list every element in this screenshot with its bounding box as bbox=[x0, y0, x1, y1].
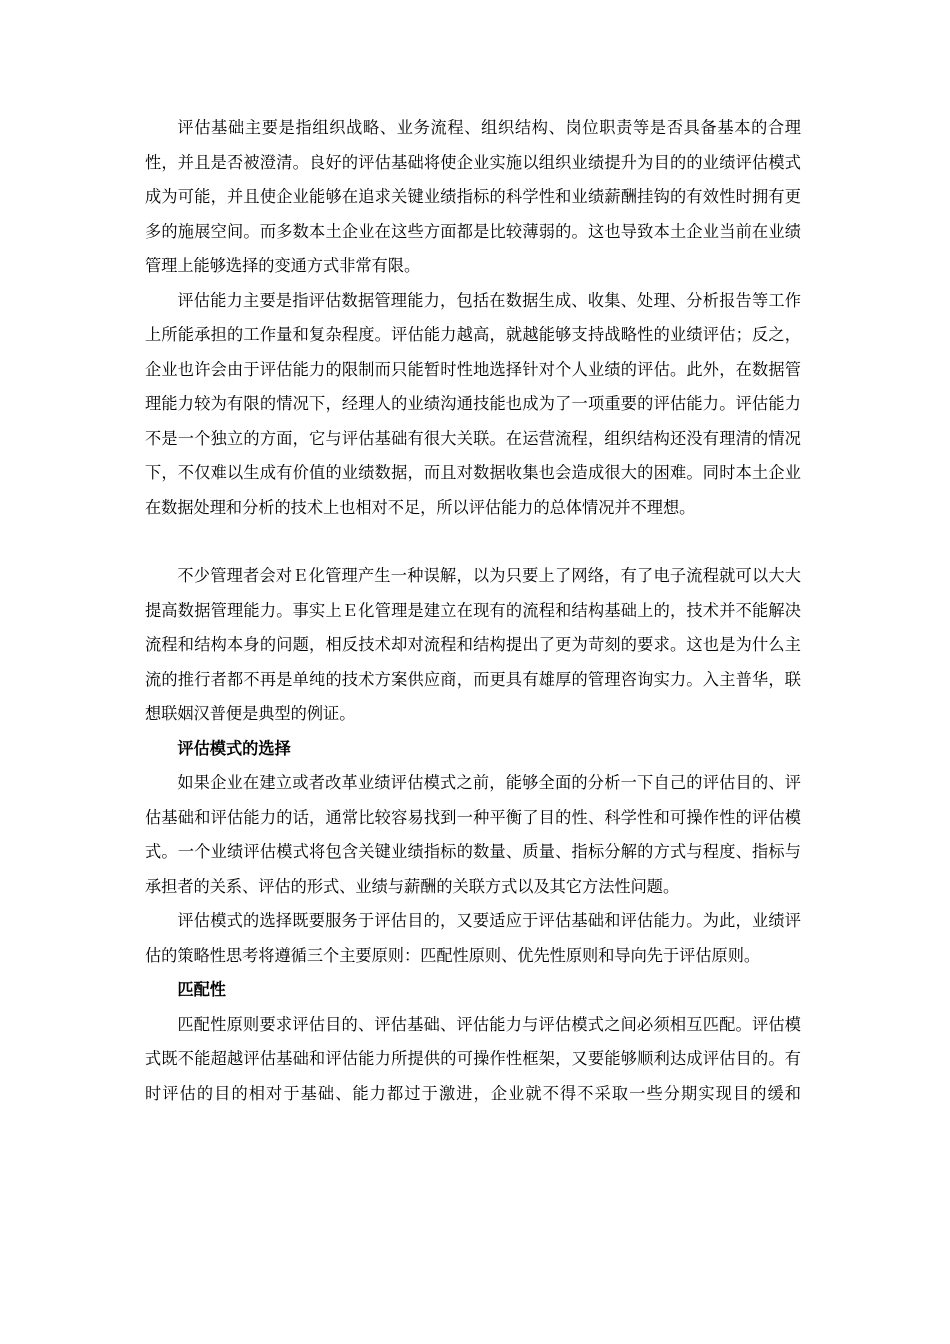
paragraph-evaluation-capability: 评估能力主要是指评估数据管理能力，包括在数据生成、收集、处理、分析报告等工作上所能承担的工作量和复杂程度。评估能力越高，就越能够支持战略性的业绩评估；反之，企业也许会由于评估能力的限制而只能暂时性地选择针对个人业绩的评估。此外，在数据管理能力较为有限的情况下，经理人的业绩沟通技能也成为了一项重要的评估能力。评估能力不是一个独立的方面，它与评估基础有很大关联。在运营流程，组织结构还没有理清的情况下，不仅难以生成有价值的业绩数据，而且对数据收集也会造成很大的困难。同时本土企业在数据处理和分析的技术上也相对不足，所以评估能力的总体情况并不理想。 bbox=[145, 290, 801, 517]
paragraph-model-balance: 如果企业在建立或者改革业绩评估模式之前，能够全面的分析一下自己的评估目的、评估基础和评估能力的话，通常比较容易找到一种平衡了目的性、科学性和可操作性的评估模式。一个业绩评估模式将包含关键业绩指标的数量、质量、指标分解的方式与程度、指标与承担者的关系、评估的形式、业绩与薪酬的关联方式以及其它方法性问题。 bbox=[145, 773, 801, 896]
section-heading-matching: 匹配性 bbox=[177, 980, 226, 999]
section-heading-model-selection: 评估模式的选择 bbox=[177, 738, 291, 758]
paragraph-matching-principle: 匹配性原则要求评估目的、评估基础、评估能力与评估模式之间必须相互匹配。评估模式既不能超越评估基础和评估能力所提供的可操作性框架，又要能够顺利达成评估目的。有时评估的目的相对于基础、能力都过于激进，企业就不得不采取一些分期实现目的缓和 bbox=[145, 1014, 801, 1103]
document-body bbox=[145, 111, 801, 1111]
paragraph-three-principles: 评估模式的选择既要服务于评估目的，又要适应于评估基础和评估能力。为此，业绩评估的策略性思考将遵循三个主要原则：匹配性原则、优先性原则和导向先于评估原则。 bbox=[145, 911, 801, 965]
paragraph-evaluation-basis: 评估基础主要是指组织战略、业务流程、组织结构、岗位职责等是否具备基本的合理性，并且是否被澄清。良好的评估基础将使企业实施以组织业绩提升为目的的业绩评估模式成为可能，并且使企业能够在追求关键业绩指标的科学性和业绩薪酬挂钩的有效性时拥有更多的施展空间。而多数本土企业在这些方面都是比较薄弱的。这也导致本土企业当前在业绩管理上能够选择的变通方式非常有限。 bbox=[145, 118, 801, 275]
paragraph-e-management: 不少管理者会对Ｅ化管理产生一种误解，以为只要上了网络，有了电子流程就可以大大提高数据管理能力。事实上Ｅ化管理是建立在现有的流程和结构基础上的，技术并不能解决流程和结构本身的问题，相反技术却对流程和结构提出了更为苛刻的要求。这也是为什么主流的推行者都不再是单纯的技术方案供应商，而更具有雄厚的管理咨询实力。入主普华，联想联姻汉普便是典型的例证。 bbox=[145, 566, 801, 723]
paragraph-gap bbox=[145, 525, 801, 559]
